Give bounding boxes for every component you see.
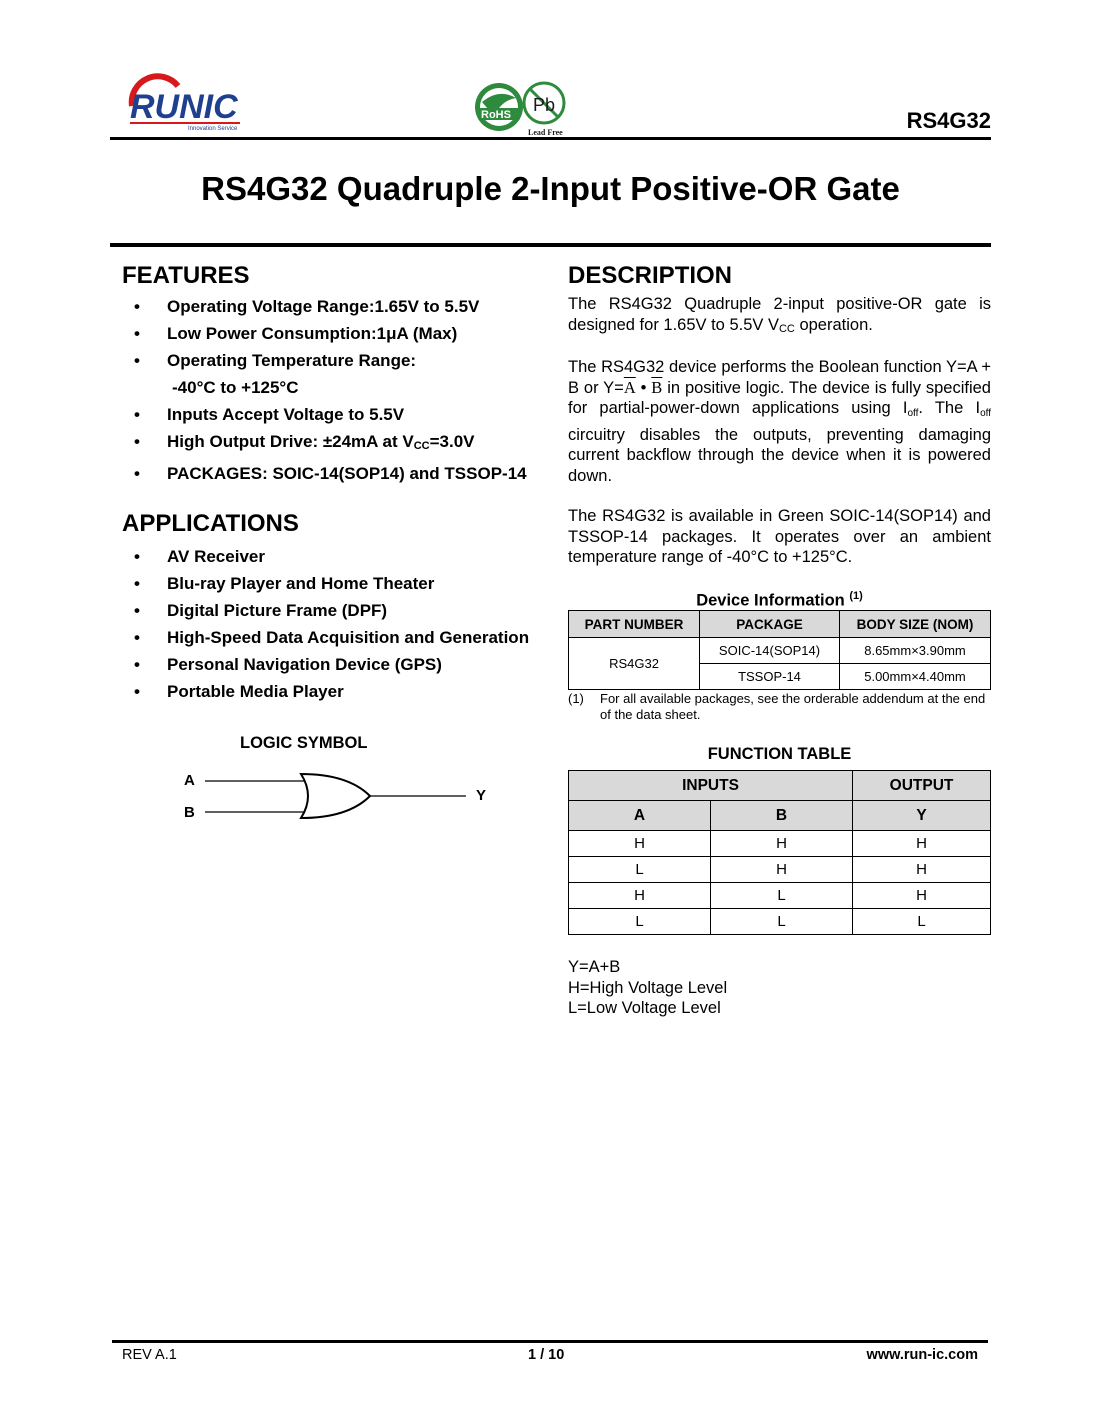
table-header: PACKAGE	[700, 611, 840, 638]
logo-text: RUNIC	[130, 88, 238, 126]
table-cell: L	[569, 857, 711, 883]
logic-symbol-heading: LOGIC SYMBOL	[240, 734, 368, 752]
table-header: A	[569, 801, 711, 831]
device-info-caption: Device Information $^{(1)}$	[696, 590, 863, 610]
table-row	[569, 909, 991, 935]
lead-free-text: Lead Free	[528, 128, 563, 137]
list-item: • AV Receiver	[122, 543, 562, 570]
list-item: • Inputs Accept Voltage to 5.5V	[122, 401, 562, 428]
description-paragraph-1: The RS4G32 Quadruple 2-input positive-OR gate is designed for 1.65V to 5.5V $V_{CC}$ operation.	[568, 295, 991, 335]
or-gate-symbol	[200, 766, 470, 826]
table-cell: L	[711, 883, 853, 909]
list-item: • Portable Media Player	[122, 678, 562, 705]
list-item: • Operating Temperature Range: -40°C to +125°C	[122, 347, 562, 401]
table-cell: H	[711, 831, 853, 857]
description-heading: DESCRIPTION	[568, 262, 733, 289]
title-rule	[110, 243, 991, 247]
device-info-table	[568, 610, 991, 690]
document-title: RS4G32 Quadruple 2-Input Positive-OR Gate	[201, 170, 900, 207]
table-cell: H	[711, 857, 853, 883]
list-item: • High-Speed Data Acquisition and Generation	[122, 624, 562, 651]
rohs-text: RoHS	[481, 109, 511, 121]
table-cell: H	[853, 831, 991, 857]
table-cell: RS4G32	[569, 638, 700, 690]
input-a-label: A	[184, 772, 195, 789]
list-item: • Digital Picture Frame (DPF)	[122, 597, 562, 624]
table-cell: L	[711, 909, 853, 935]
description-paragraph-2: The RS4G32 device performs the Boolean function Y=A + B or $Y=\overline{A}$ • $\overline{B}$ in positive logic. The device is fully specified for partial-power-down applications using Ioff. The Ioff circuitry disables the outputs, preventing damaging current backflow through the device when it is powered down.	[568, 358, 991, 485]
header-part-number: RS4G32	[906, 108, 991, 133]
table-row	[569, 857, 991, 883]
table-cell: TSSOP-14	[700, 664, 840, 690]
list-item: • High Output Drive: ±24mA at $V_{CC}=3.0V$	[122, 428, 562, 460]
logo-tagline: Innovation Service	[188, 126, 238, 132]
rohs-lead-free-logo	[472, 78, 576, 138]
footer-rule	[112, 1340, 988, 1343]
table-header: BODY SIZE (NOM)	[840, 611, 991, 638]
table-cell: SOIC-14(SOP14)	[700, 638, 840, 664]
input-b-label: B	[184, 804, 195, 821]
list-item: • Low Power Consumption:1μA (Max)	[122, 320, 562, 347]
table-cell: L	[853, 909, 991, 935]
function-table-caption: FUNCTION TABLE	[707, 745, 852, 763]
function-legend: Y=A+B H=High Voltage Level L=Low Voltage Level	[568, 958, 728, 1017]
table-header: PART NUMBER	[569, 611, 700, 638]
description-paragraph-3: The RS4G32 is available in Green SOIC-14(SOP14) and TSSOP-14 packages. It operates over an ambient temperature range of -40°C to +125°C.	[568, 507, 991, 566]
table-header: Y	[853, 801, 991, 831]
pb-text: Pb	[533, 95, 556, 115]
list-item: • Operating Voltage Range:1.65V to 5.5V	[122, 293, 562, 320]
table-cell: H	[853, 857, 991, 883]
table-cell: H	[569, 831, 711, 857]
table-header: B	[711, 801, 853, 831]
table-cell: 8.65mm×3.90mm	[840, 638, 991, 664]
list-item: • Personal Navigation Device (GPS)	[122, 651, 562, 678]
list-item: • Blu-ray Player and Home Theater	[122, 570, 562, 597]
footer-revision: REV A.1	[122, 1347, 177, 1363]
footer-website: www.run-ic.com	[866, 1347, 978, 1363]
table-cell: H	[569, 883, 711, 909]
function-table	[568, 770, 991, 935]
header-rule	[110, 137, 991, 140]
table-cell: 5.00mm×4.40mm	[840, 664, 991, 690]
table-row	[569, 883, 991, 909]
applications-list	[122, 543, 562, 705]
list-item: • PACKAGES: SOIC-14(SOP14) and TSSOP-14	[122, 460, 562, 487]
table-cell: L	[569, 909, 711, 935]
features-list	[122, 293, 562, 487]
table-cell: H	[853, 883, 991, 909]
runic-logo	[122, 72, 246, 132]
features-heading: FEATURES	[122, 262, 250, 289]
output-y-label: Y	[476, 787, 487, 804]
table-header: INPUTS	[569, 771, 853, 801]
applications-heading: APPLICATIONS	[122, 510, 299, 537]
table-row	[569, 638, 991, 664]
table-row	[569, 831, 991, 857]
footer-page-number: 1 / 10	[528, 1347, 565, 1363]
table-header: OUTPUT	[853, 771, 991, 801]
